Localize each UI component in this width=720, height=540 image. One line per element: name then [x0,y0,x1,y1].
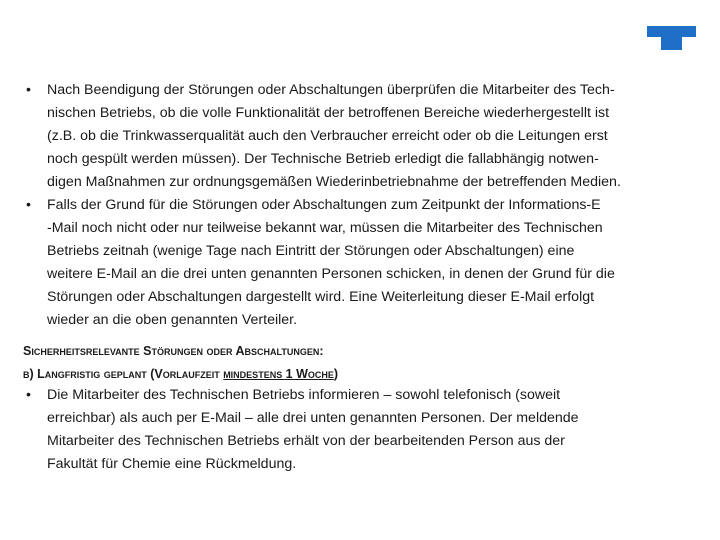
text-line: wieder an die oben genannten Verteiler. [47,312,298,328]
text-line-left: Falls der Grund für die Störungen oder Abschaltungen zum Zeitpunkt der Informations- [47,197,592,213]
text-line: Betriebs zeitnah (wenige Tage nach Eintritt der Störungen oder Abschaltungen) eine [47,243,575,259]
heading-prefix: b) Langfristig geplant (Vorlaufzeit [23,367,224,381]
text-line: weitere E-Mail an die drei unten genannten Personen schicken, in denen der Grund für die [47,266,615,282]
text-line: Mitarbeiter des Technischen Betriebs erhält von der bearbeitenden Person aus der [47,433,565,449]
logo-stem [661,36,682,50]
list-item [23,79,630,194]
heading-underlined: mindestens 1 Woche [223,367,334,381]
heading-suffix: ) [333,367,339,381]
subsection-heading [23,367,338,381]
text-line: Nach Beendigung der Störungen oder Abschaltungen überprüfen die Mitarbeiter des Tech- [47,82,615,98]
bullet-icon: • [26,82,31,98]
bullet-icon: • [26,197,31,213]
section-heading: Sicherheitsrelevante Störungen oder Abschaltungen: [23,344,324,358]
list-item [23,384,579,476]
text-line: Fakultät für Chemie eine Rückmeldung. [47,456,297,472]
university-logo [647,26,696,50]
text-line: -Mail noch nicht oder nur teilweise bekannt war, müssen die Mitarbeiter des Technischen [47,220,603,236]
text-line: noch gespült werden müssen). Der Technische Betrieb erledigt die fallabhängig notwen- [47,151,599,167]
bullet-icon: • [26,387,31,403]
text-line: digen Maßnahmen zur ordnungsgemäßen Wiederinbetriebnahme der betreffenden Medien. [47,174,621,190]
text-line: erreichbar) als auch per E-Mail – alle drei unten genannten Personen. Der meldende [47,410,579,426]
text-line: nischen Betriebs, ob die volle Funktionalität der betroffenen Bereiche wiederhergestellt ist [47,105,610,121]
text-line: Störungen oder Abschaltungen dargestellt wird. Eine Weiterleitung dieser E-Mail erfolgt [47,289,595,305]
list-item [23,194,630,332]
text-line-justified [47,194,630,217]
bullet-list-2 [23,384,579,476]
text-line: (z.B. ob die Trinkwasserqualität auch den Verbraucher erreicht oder ob die Leitungen erst [47,128,608,144]
text-line-right: E [591,197,601,213]
text-line: Die Mitarbeiter des Technischen Betriebs informieren – sowohl telefonisch (soweit [47,387,561,403]
bullet-list-1 [23,79,630,332]
